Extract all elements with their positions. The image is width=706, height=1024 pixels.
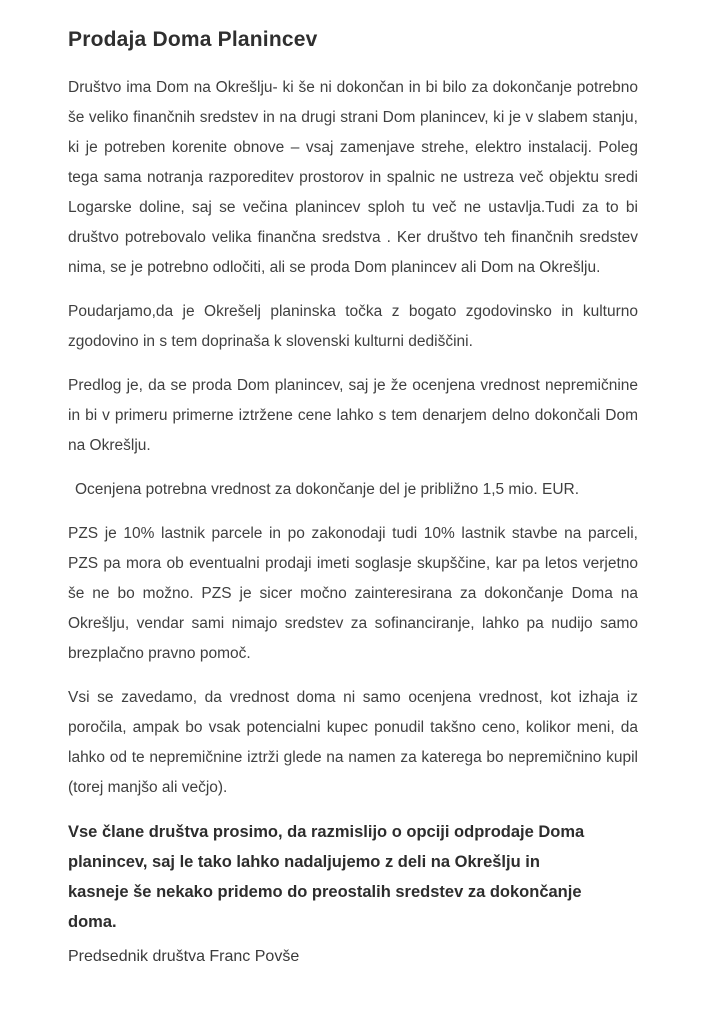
closing-line-1: Vse člane društva prosimo, da razmislijo o opciji odprodaje Doma — [68, 823, 585, 841]
closing-line-2: planincev, saj le tako lahko nadaljujemo z deli na Okrešlju in — [68, 853, 540, 871]
paragraph-pzs-lastnik: PZS je 10% lastnik parcele in po zakonodaji tudi 10% lastnik stavbe na parceli, PZS pa mora ob eventualni prodaji imeti soglasje skupščine, kar pa letos verjetno še ne bo možno. PZS je sicer močno zainteresirana za dokončanje Doma na Okrešlju, vendar sami nimajo sredstev za sofinanciranje, lahko pa nudijo samo brezplačno pravno pomoč. — [68, 525, 638, 662]
paragraph-predlog: Predlog je, da se proda Dom planincev, saj je že ocenjena vrednost nepremičnine in bi v primeru primerne iztržene cene lahko s tem denarjem delno dokončali Dom na Okrešlju. — [68, 377, 638, 454]
closing-line-3: kasneje še nekako pridemo do preostalih sredstev za dokončanje — [68, 883, 582, 901]
paragraph-poudarjamo: Poudarjamo,da je Okrešelj planinska točka z bogato zgodovinsko in kulturno zgodovino in s tem doprinaša k slovenski kulturni dediščini. — [68, 303, 638, 350]
paragraph-ocenjena-vrednost: Ocenjena potrebna vrednost za dokončanje del je približno 1,5 mio. EUR. — [75, 481, 580, 498]
closing-paragraph — [68, 817, 638, 937]
closing-line-4: doma. — [68, 913, 117, 931]
paragraph-vsi-se-zavedamo: Vsi se zavedamo, da vrednost doma ni samo ocenjena vrednost, kot izhaja iz poročila, ampak bo vsak potencialni kupec ponudil takšno ceno, kolikor meni, da lahko od te nepremičnine iztrži glede na namen za katerega bo nepremičnino kupil (torej manjšo ali večjo). — [68, 689, 638, 796]
signature-line: Predsednik društva Franc Povše — [68, 948, 300, 965]
page-title: Prodaja Doma Planincev — [68, 28, 318, 51]
paragraph-drustvo-ima-dom: Društvo ima Dom na Okrešlju- ki še ni dokončan in bi bilo za dokončanje potrebno še veliko finančnih sredstev in na drugi strani Dom planincev, ki je v slabem stanju, ki je potreben korenite obnove – vsaj zamenjave strehe, elektro instalacij. Poleg tega sama notranja razporeditev prostorov in spalnic ne ustreza več objektu sredi Logarske doline, saj se večina planincev sploh tu več ne ustavlja.Tudi za to bi društvo potrebovalo velika finančna sredstva . Ker društvo teh finančnih sredstev nima, se je potrebno odločiti, ali se proda Dom planincev ali Dom na Okrešlju. — [68, 79, 638, 276]
